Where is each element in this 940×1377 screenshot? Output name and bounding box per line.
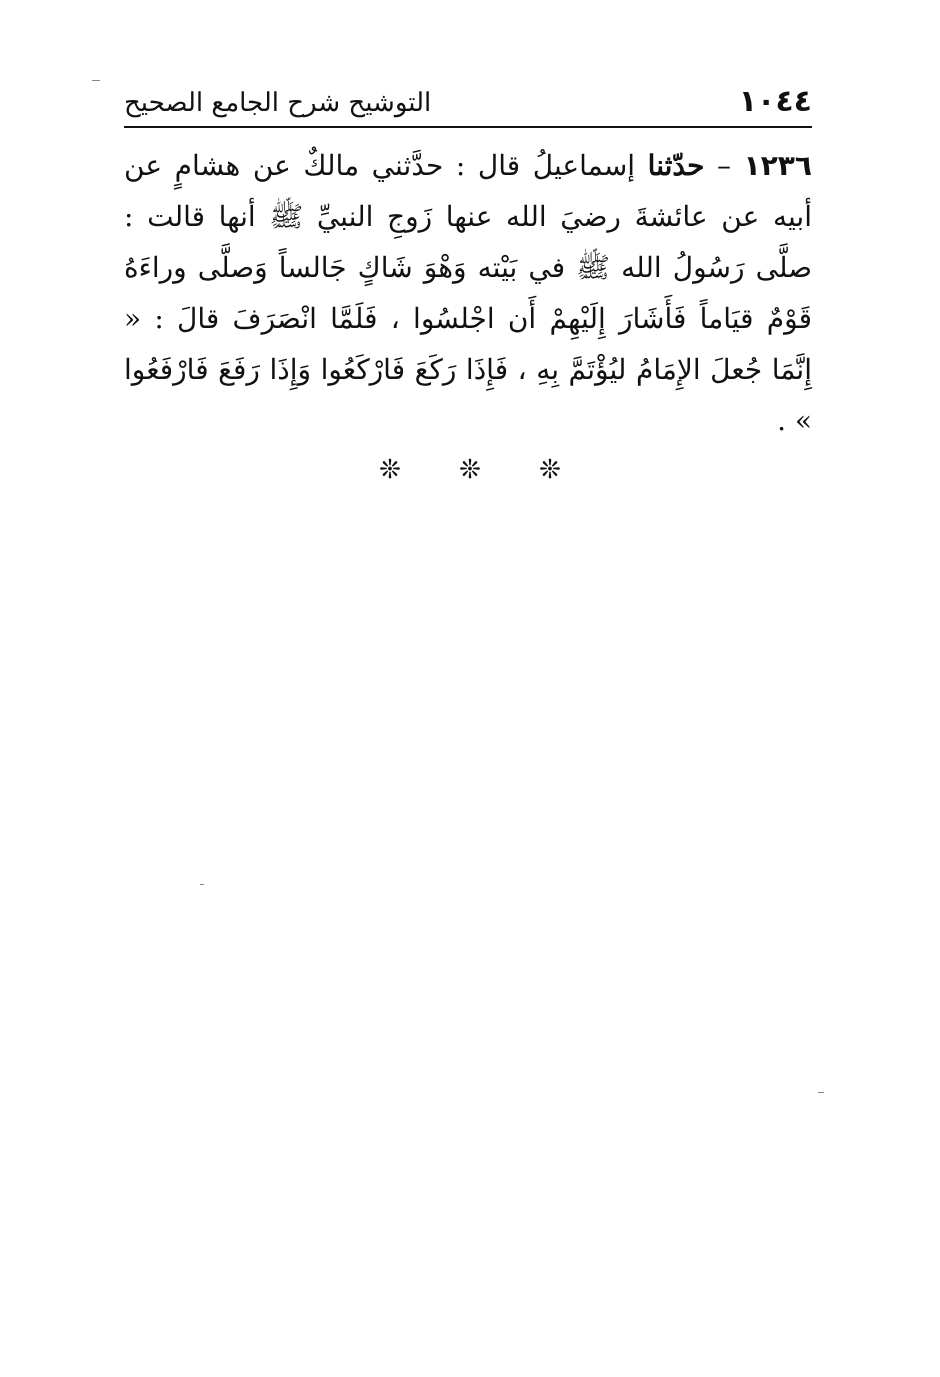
scan-speck <box>92 80 100 81</box>
hadith-opening: حدّثنا <box>647 149 705 182</box>
scan-speck <box>818 1092 824 1093</box>
asterisk-ornament-icon: ❊ <box>459 455 481 485</box>
section-divider <box>370 452 570 488</box>
asterisk-ornament-icon: ❊ <box>379 455 401 485</box>
hadith-number: ١٢٣٦ <box>743 149 812 182</box>
asterisk-ornament-icon: ❊ <box>539 455 561 485</box>
scan-speck <box>200 884 204 885</box>
page-number: ١٠٤٤ <box>738 84 812 119</box>
page-header <box>124 82 812 126</box>
hadith-paragraph <box>124 140 812 446</box>
running-title: التوشيح شرح الجامع الصحيح <box>124 88 432 118</box>
header-rule <box>124 126 812 128</box>
hadith-dash: – <box>704 149 744 182</box>
hadith-text: إسماعيلُ قال : حدَّثني مالكٌ عن هشامٍ عن أبيه عن عائشةَ رضيَ الله عنها زَوجِ النبيِّ ﷺ أنها قالت : صلَّى رَسُولُ الله ﷺ في بَيْته وَهْوَ شَاكٍ جَالساً وَصلَّى وراءَهُ قَوْمٌ قيَاماً فَأَشَارَ إِلَيْهِمْ أَن اجْلسُوا ، فَلَمَّا انْصَرَفَ قالَ : « إِنَّمَا جُعلَ الإِمَامُ ليُؤْتَمَّ بِهِ ، فَإِذَا رَكَعَ فَارْكَعُوا وَإِذَا رَفَعَ فَارْفَعُوا » . <box>124 149 812 437</box>
